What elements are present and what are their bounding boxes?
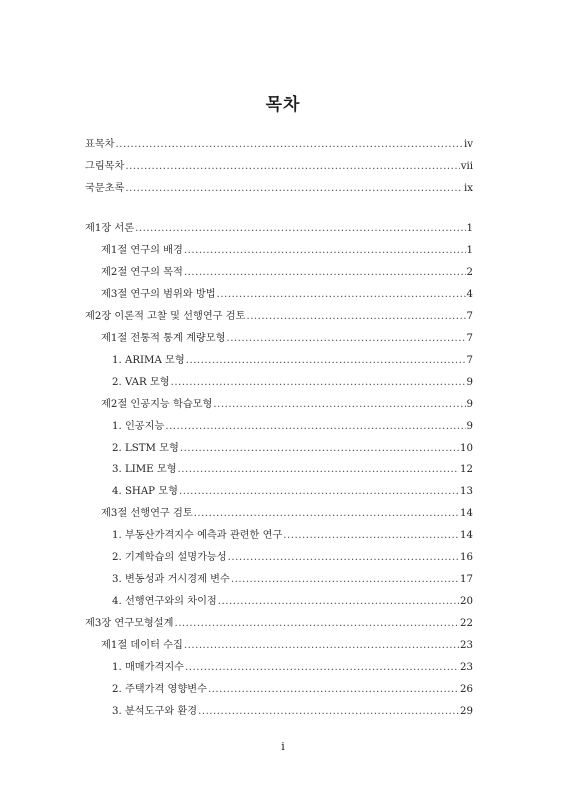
toc-entry-page: 23	[460, 640, 473, 651]
toc-entry[interactable]	[101, 639, 473, 653]
dot-leader	[135, 222, 465, 236]
toc-entry-page: 29	[460, 706, 473, 717]
toc-entry[interactable]	[85, 160, 473, 174]
toc-entry[interactable]	[101, 507, 473, 521]
dot-leader	[228, 551, 459, 565]
page-title: 목차	[265, 95, 301, 115]
toc-entry-page: 14	[460, 530, 473, 541]
toc-entry-page: 9	[466, 421, 473, 432]
toc-entry[interactable]	[112, 354, 473, 368]
toc-entry[interactable]	[112, 442, 473, 456]
toc-entry[interactable]	[112, 683, 473, 697]
toc-entry-page: 22	[460, 618, 473, 629]
toc-entry-label: 3. 분석도구와 환경	[112, 706, 198, 717]
toc-entry-page: 23	[460, 662, 473, 673]
toc-entry-label: 제2장 이론적 고찰 및 선행연구 검토	[85, 311, 246, 322]
dot-leader	[165, 420, 465, 434]
toc-entry-label: 1. 부동산가격지수 예측과 관련한 연구	[112, 530, 283, 541]
toc-entry-page: 26	[460, 684, 473, 695]
dot-leader	[208, 683, 459, 697]
toc-entry-label: 1. ARIMA 모형	[112, 355, 185, 366]
toc-entry[interactable]	[112, 551, 473, 565]
dot-leader	[185, 661, 459, 675]
toc-entry-label: 제2절 인공지능 학습모형	[101, 399, 213, 410]
dot-leader	[125, 182, 463, 196]
toc-entry-page: 7	[466, 355, 473, 366]
toc-entry[interactable]	[112, 376, 473, 390]
toc-entry-label: 제1절 연구의 배경	[101, 245, 183, 256]
toc-entry[interactable]	[101, 288, 473, 302]
dot-leader	[194, 507, 459, 521]
dot-leader	[179, 485, 459, 499]
toc-entry[interactable]	[112, 705, 473, 719]
dot-leader	[184, 266, 466, 280]
toc-entry-label: 국문초록	[85, 183, 125, 194]
dot-leader	[231, 573, 459, 587]
toc-entry[interactable]	[112, 529, 473, 543]
toc-entry-label: 제1장 서론	[85, 223, 135, 234]
toc-entry-page: ix	[463, 183, 473, 194]
toc-entry-page: 17	[460, 574, 473, 585]
toc-entry-label: 2. 기계학습의 설명가능성	[112, 552, 227, 563]
toc-entry-label: 4. 선행연구와의 차이점	[112, 596, 217, 607]
toc-entry-page: 10	[460, 443, 473, 454]
toc-entry-label: 제3절 선행연구 검토	[101, 508, 193, 519]
toc-entry-label: 2. 주택가격 영향변수	[112, 684, 207, 695]
toc-entry-page: 13	[460, 486, 473, 497]
toc-entry-label: 1. 매매가격지수	[112, 662, 185, 673]
dot-leader	[125, 160, 459, 174]
toc-entry-page: 7	[466, 311, 473, 322]
toc-entry[interactable]	[112, 463, 473, 477]
toc-entry-page: 14	[460, 508, 473, 519]
dot-leader	[218, 595, 459, 609]
toc-entry-label: 2. LSTM 모형	[112, 443, 179, 454]
toc-entry-label: 제3절 연구의 범위와 방법	[101, 289, 216, 300]
toc-entry-page: 9	[466, 377, 473, 388]
toc-entry-page: 16	[460, 552, 473, 563]
toc-entry-page: 4	[466, 289, 473, 300]
page-number: i	[281, 740, 285, 753]
toc-entry[interactable]	[112, 595, 473, 609]
toc-entry-page: vii	[460, 161, 473, 172]
toc-entry[interactable]	[101, 398, 473, 412]
toc-entry-page: iv	[463, 139, 473, 150]
dot-leader	[283, 529, 459, 543]
toc-entry-label: 3. LIME 모형	[112, 464, 177, 475]
toc-entry-label: 표목차	[85, 139, 115, 150]
toc-entry-label: 1. 인공지능	[112, 421, 165, 432]
toc-entry[interactable]	[101, 332, 473, 346]
dot-leader	[226, 332, 465, 346]
toc-entry[interactable]	[85, 182, 473, 196]
toc-entry-page: 7	[466, 333, 473, 344]
toc-entry-label: 2. VAR 모형	[112, 377, 170, 388]
toc-entry[interactable]	[112, 573, 473, 587]
toc-entry-label: 3. 변동성과 거시경제 변수	[112, 574, 230, 585]
toc-entry-page: 9	[466, 399, 473, 410]
toc-entry[interactable]	[85, 310, 473, 324]
dot-leader	[186, 354, 466, 368]
toc-entry-page: 1	[466, 245, 473, 256]
toc-entry[interactable]	[101, 266, 473, 280]
toc-entry-page: 12	[460, 464, 473, 475]
toc-entry[interactable]	[112, 485, 473, 499]
dot-leader	[178, 463, 459, 477]
toc-entry[interactable]	[85, 222, 473, 236]
dot-leader	[213, 398, 465, 412]
dot-leader	[198, 705, 459, 719]
toc-entry-label: 제1절 데이터 수집	[101, 640, 183, 651]
toc-entry-label: 4. SHAP 모형	[112, 486, 178, 497]
toc-entry-page: 20	[460, 596, 473, 607]
toc-entry[interactable]	[101, 244, 473, 258]
toc-entry[interactable]	[85, 138, 473, 152]
toc-entry-label: 제1절 전통적 통계 계량모형	[101, 333, 226, 344]
toc-entry[interactable]	[85, 617, 473, 631]
toc-entry-label: 그림목차	[85, 161, 125, 172]
dot-leader	[180, 442, 459, 456]
dot-leader	[246, 310, 465, 324]
toc-entry[interactable]	[112, 661, 473, 675]
toc-entry-label: 제3장 연구모형설계	[85, 618, 174, 629]
dot-leader	[184, 244, 466, 258]
toc-entry-page: 2	[466, 267, 473, 278]
dot-leader	[116, 138, 463, 152]
dot-leader	[171, 376, 466, 390]
toc-entry-label: 제2절 연구의 목적	[101, 267, 183, 278]
dot-leader	[217, 288, 466, 302]
dot-leader	[174, 617, 459, 631]
toc-entry-page: 1	[466, 223, 473, 234]
dot-leader	[184, 639, 459, 653]
toc-entry[interactable]	[112, 420, 473, 434]
